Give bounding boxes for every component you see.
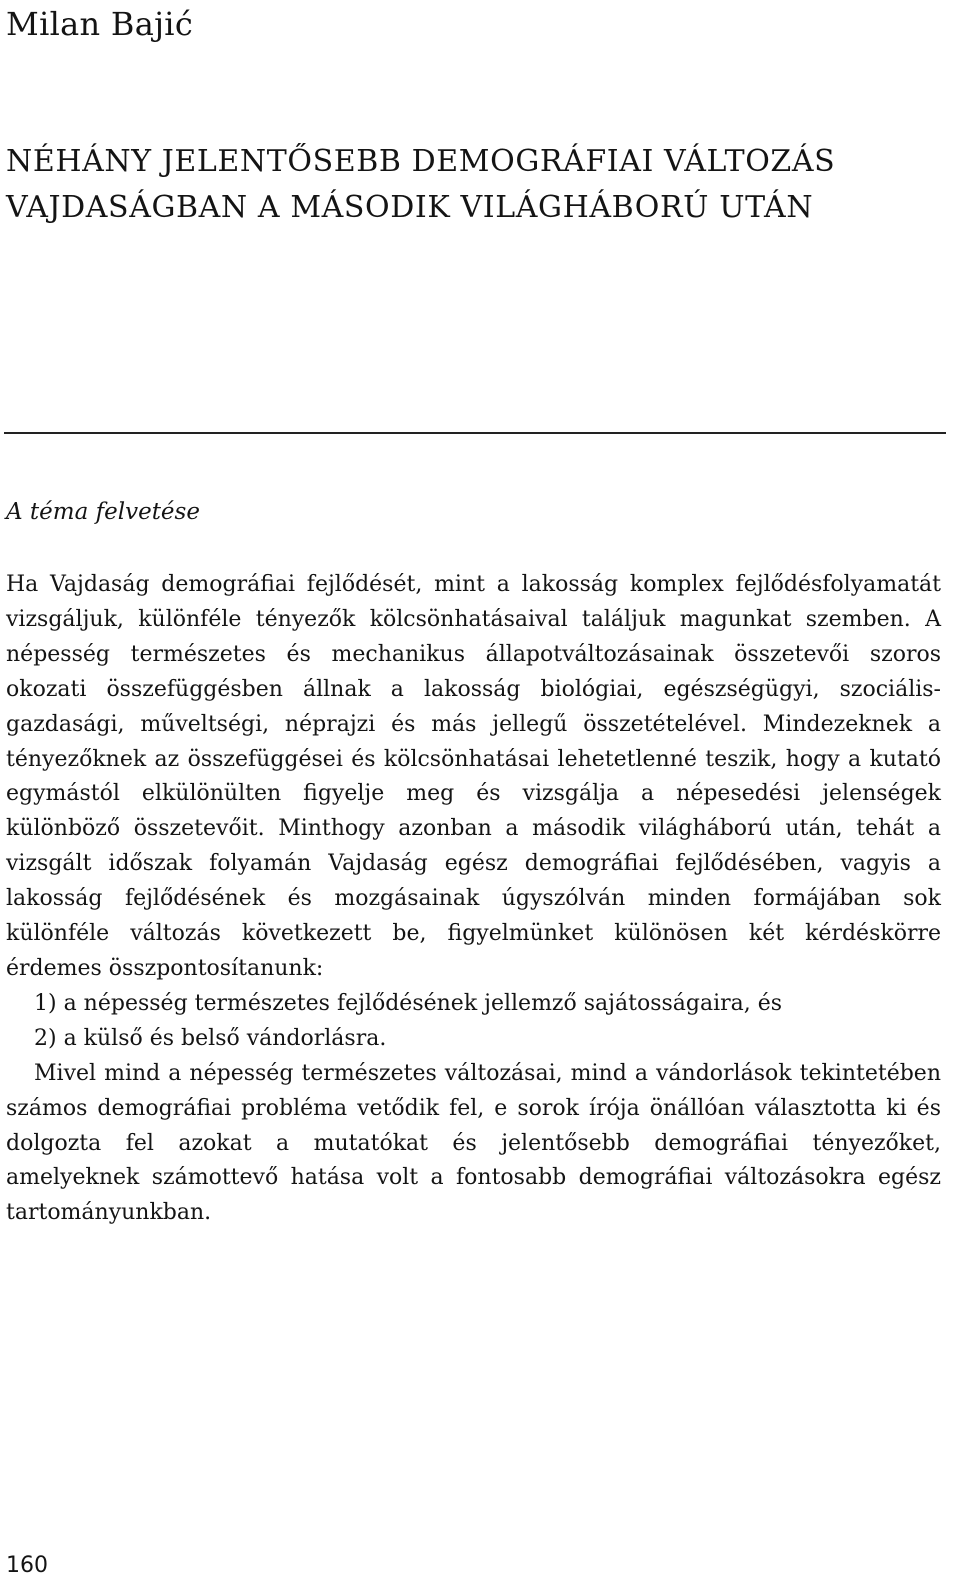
paragraph-2: Mivel mind a népesség természetes változásai, mind a vándorlások tekintetében számos demográfiai probléma vetődik fel, e sorok írója önállóan választotta ki és dolgozta fel azokat a mutatókat és jelentősebb demográfiai tényezőket, amelyeknek számottevő hatása volt a fontosabb demográfiai változásokra egész tartományunkban. xyxy=(6,1060,941,1226)
article-title-line-2: VAJDASÁGBAN A MÁSODIK VILÁGHÁBORÚ UTÁN xyxy=(6,190,814,225)
list-item-1: 1) a népesség természetes fejlődésének jellemző sajátosságaira, és xyxy=(34,990,783,1016)
article-title-line-1: NÉHÁNY JELENTŐSEBB DEMOGRÁFIAI VÁLTOZÁS xyxy=(6,144,836,179)
body-text xyxy=(6,568,941,1231)
list-item-2: 2) a külső és belső vándorlásra. xyxy=(34,1025,387,1051)
page-number: 160 xyxy=(6,1553,48,1578)
article-title xyxy=(6,139,946,231)
section-heading: A téma felvetése xyxy=(6,499,200,525)
author-name: Milan Bajić xyxy=(6,5,194,43)
horizontal-rule xyxy=(4,432,946,434)
paragraph-1: Ha Vajdaság demográfiai fejlődését, mint a lakosság komplex fejlődésfolyamatát vizsgáljuk, különféle tényezők kölcsönhatásaival találjuk magunkat szemben. A népesség természetes és mechanikus állapotváltozásainak összetevői szoros okozati összefüggésben állnak a lakosság biológiai, egészségügyi, szociális-gazdasági, műveltségi, néprajzi és más jellegű összetételével. Mindezeknek a tényezőknek az összefüggései és kölcsönhatásai lehetetlenné teszik, hogy a kutató egymástól elkülönülten figyelje meg és vizsgálja a népesedési jelenségek különböző összetevőit. Minthogy azonban a második világháború után, tehát a vizsgált időszak folyamán Vajdaság egész demográfiai fejlődésében, vagyis a lakosság fejlődésének és mozgásainak úgyszólván minden formájában sok különféle változás következett be, figyelmünket különösen két kérdéskörre érdemes összpontosítanunk: xyxy=(6,572,941,981)
